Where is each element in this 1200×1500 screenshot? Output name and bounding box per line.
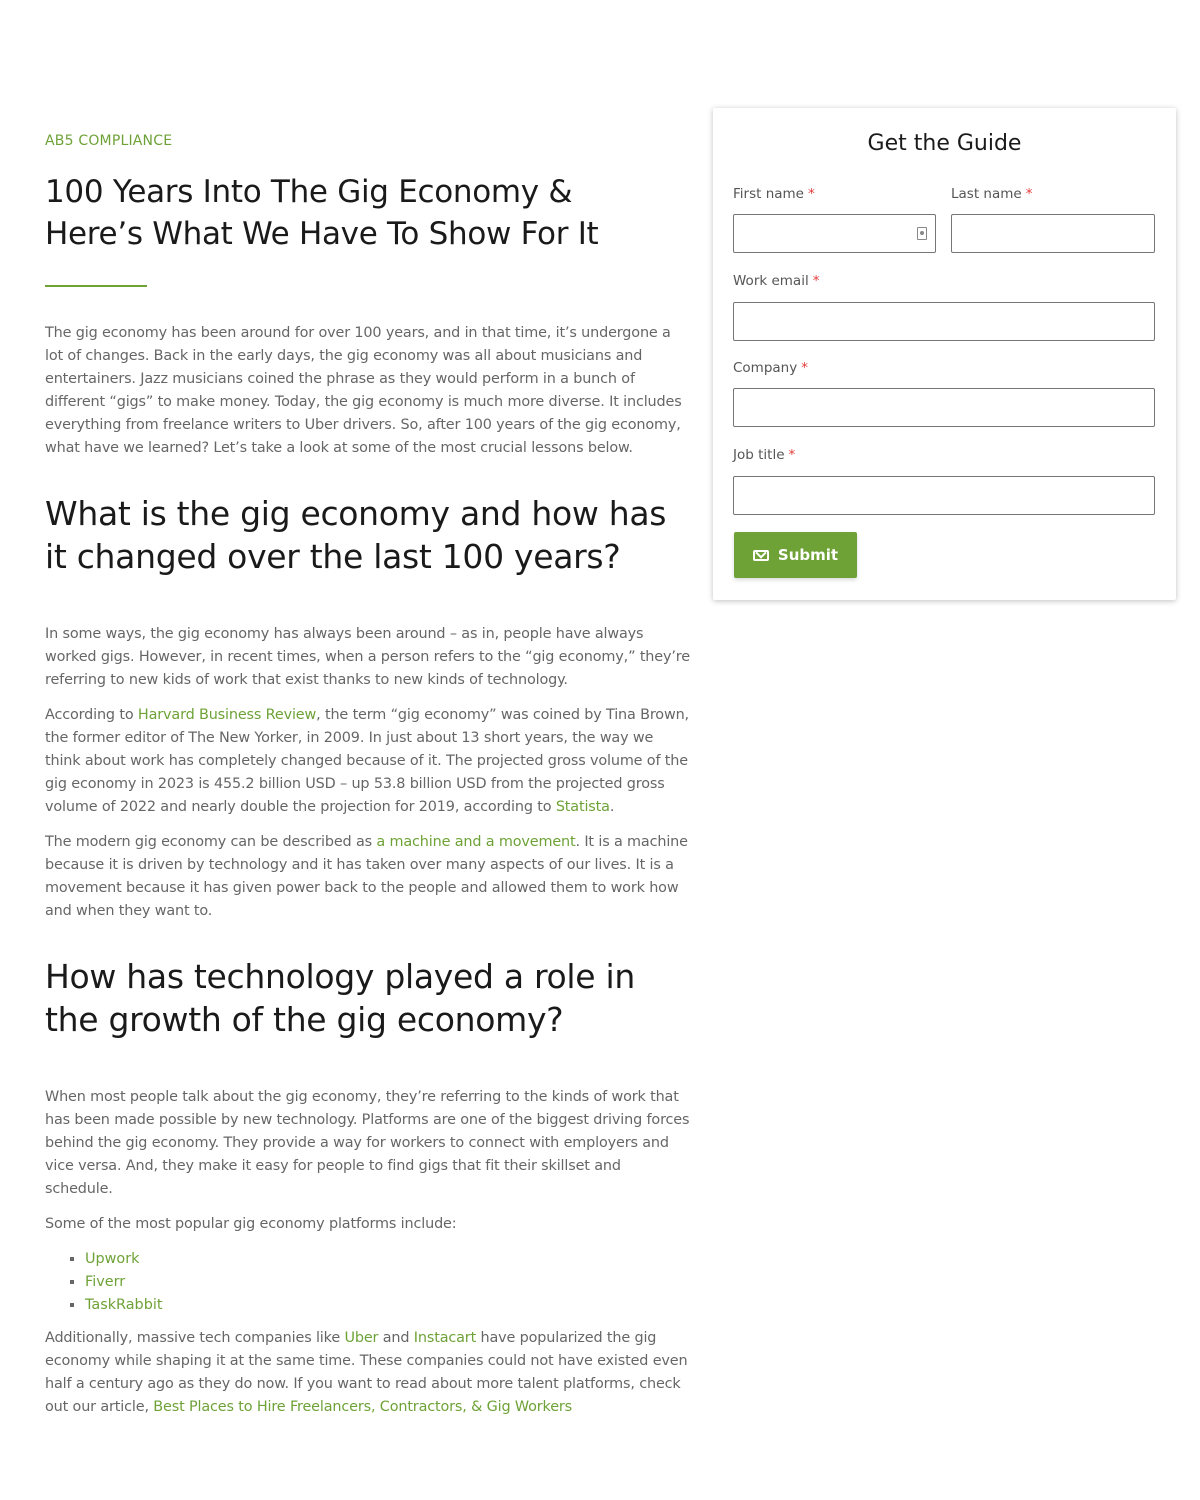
text: and <box>378 1330 414 1346</box>
text: . <box>609 799 615 815</box>
form-title: Get the Guide <box>867 131 1022 156</box>
label-text: Job title <box>733 447 785 463</box>
list-item <box>85 1271 690 1294</box>
company-label <box>733 360 808 376</box>
first-name-label <box>733 186 815 202</box>
text: have popularized the gig economy while shaping it at the same time. These companies could not have existed even half a century ago as they do now. If you want to read about more talent platforms, check out our article, <box>45 1330 688 1415</box>
required-mark: * <box>808 186 815 202</box>
article-category[interactable]: AB5 COMPLIANCE <box>45 133 173 149</box>
link-taskrabbit[interactable]: TaskRabbit <box>85 1297 163 1313</box>
work-email-input[interactable] <box>733 302 1155 341</box>
guide-form-card <box>713 108 1176 600</box>
link-uber[interactable]: Uber <box>344 1330 379 1346</box>
link-machine-and-movement[interactable]: a machine and a movement <box>376 834 576 850</box>
required-mark: * <box>1025 186 1033 202</box>
required-mark: * <box>812 273 820 289</box>
text: According to <box>45 707 138 723</box>
article-title-line-1: 100 Years Into The Gig Economy & <box>45 174 573 210</box>
section-heading-what-is: What is the gig economy and how has it changed over the last 100 years? <box>45 494 667 576</box>
list-item <box>85 1248 690 1271</box>
paragraph-always-around: In some ways, the gig economy has always been around – as in, people have always worked gigs. However, in recent times, when a person refers to the “gig economy,” they’re referring to new kids of work that exist thanks to new kinds of technology. <box>45 626 690 688</box>
paragraph-popular-platforms: Some of the most popular gig economy platforms include: <box>45 1216 457 1232</box>
text: , the term “gig economy” was coined by Tina Brown, the former editor of The New Yorker, in 2009. In just about 13 short years, the way we think about work has completely changed because of it. The projected gross volume of the gig economy in 2023 is 455.2 billion USD – up 53.8 billion USD from the projected gross volume of 2022 and nearly double the projection for 2019, according to <box>45 707 689 815</box>
text: The modern gig economy can be described as <box>45 834 377 850</box>
job-title-label <box>733 447 795 463</box>
label-text: First name <box>733 186 804 202</box>
link-best-places-to-hire[interactable]: Best Places to Hire Freelancers, Contractors, & Gig Workers <box>153 1399 573 1415</box>
link-harvard-business-review[interactable]: Harvard Business Review <box>137 707 317 723</box>
title-divider <box>45 285 147 287</box>
article <box>45 133 690 1431</box>
label-text: Work email <box>733 273 809 289</box>
paragraph-hbr <box>45 704 690 819</box>
text: Additionally, massive tech companies like <box>45 1330 345 1346</box>
list-item <box>85 1294 690 1317</box>
paragraph-machine-movement <box>45 831 690 923</box>
required-mark: * <box>801 360 808 376</box>
work-email-label <box>733 273 819 289</box>
envelope-icon <box>753 550 769 561</box>
platforms-list <box>45 1248 690 1317</box>
job-title-input[interactable] <box>733 476 1155 515</box>
text: . It is a machine because it is driven by technology and it has taken over many aspects of our lives. It is a movement because it has given power back to the people and allowed them to work how and when they want to. <box>45 834 688 919</box>
section-heading-technology: How has technology played a role in the growth of the gig economy? <box>45 957 635 1039</box>
label-text: Last name <box>951 186 1022 202</box>
last-name-input[interactable] <box>951 214 1155 253</box>
article-title-line-2: Here’s What We Have To Show For It <box>45 216 599 252</box>
submit-label: Submit <box>777 546 839 564</box>
submit-button[interactable] <box>734 532 857 578</box>
paragraph-tech-companies <box>45 1327 690 1419</box>
company-input[interactable] <box>733 388 1155 427</box>
first-name-input[interactable] <box>733 214 936 253</box>
link-fiverr[interactable]: Fiverr <box>85 1274 126 1290</box>
required-mark: * <box>788 447 796 463</box>
link-upwork[interactable]: Upwork <box>85 1251 140 1267</box>
last-name-label <box>951 186 1032 202</box>
article-title <box>45 171 690 255</box>
paragraph-platforms-intro: When most people talk about the gig economy, they’re referring to the kinds of work that has been made possible by new technology. Platforms are one of the biggest driving forces behind the gig economy. They provide a way for workers to connect with employers and vice versa. And, they make it easy for people to find gigs that fit their skillset and schedule. <box>45 1089 690 1197</box>
contact-card-icon[interactable] <box>917 227 927 240</box>
label-text: Company <box>733 360 798 376</box>
intro-paragraph: The gig economy has been around for over 100 years, and in that time, it’s undergone a lot of changes. Back in the early days, the gig economy was all about musicians and entertainers. Jazz musicians coined the phrase as they would perform in a bunch of different “gigs” to make money. Today, the gig economy is much more diverse. It includes everything from freelance writers to Uber drivers. So, after 100 years of the gig economy, what have we learned? Let’s take a look at some of the most crucial lessons below. <box>45 325 682 456</box>
link-instacart[interactable]: Instacart <box>413 1330 477 1346</box>
link-statista[interactable]: Statista <box>555 799 610 815</box>
